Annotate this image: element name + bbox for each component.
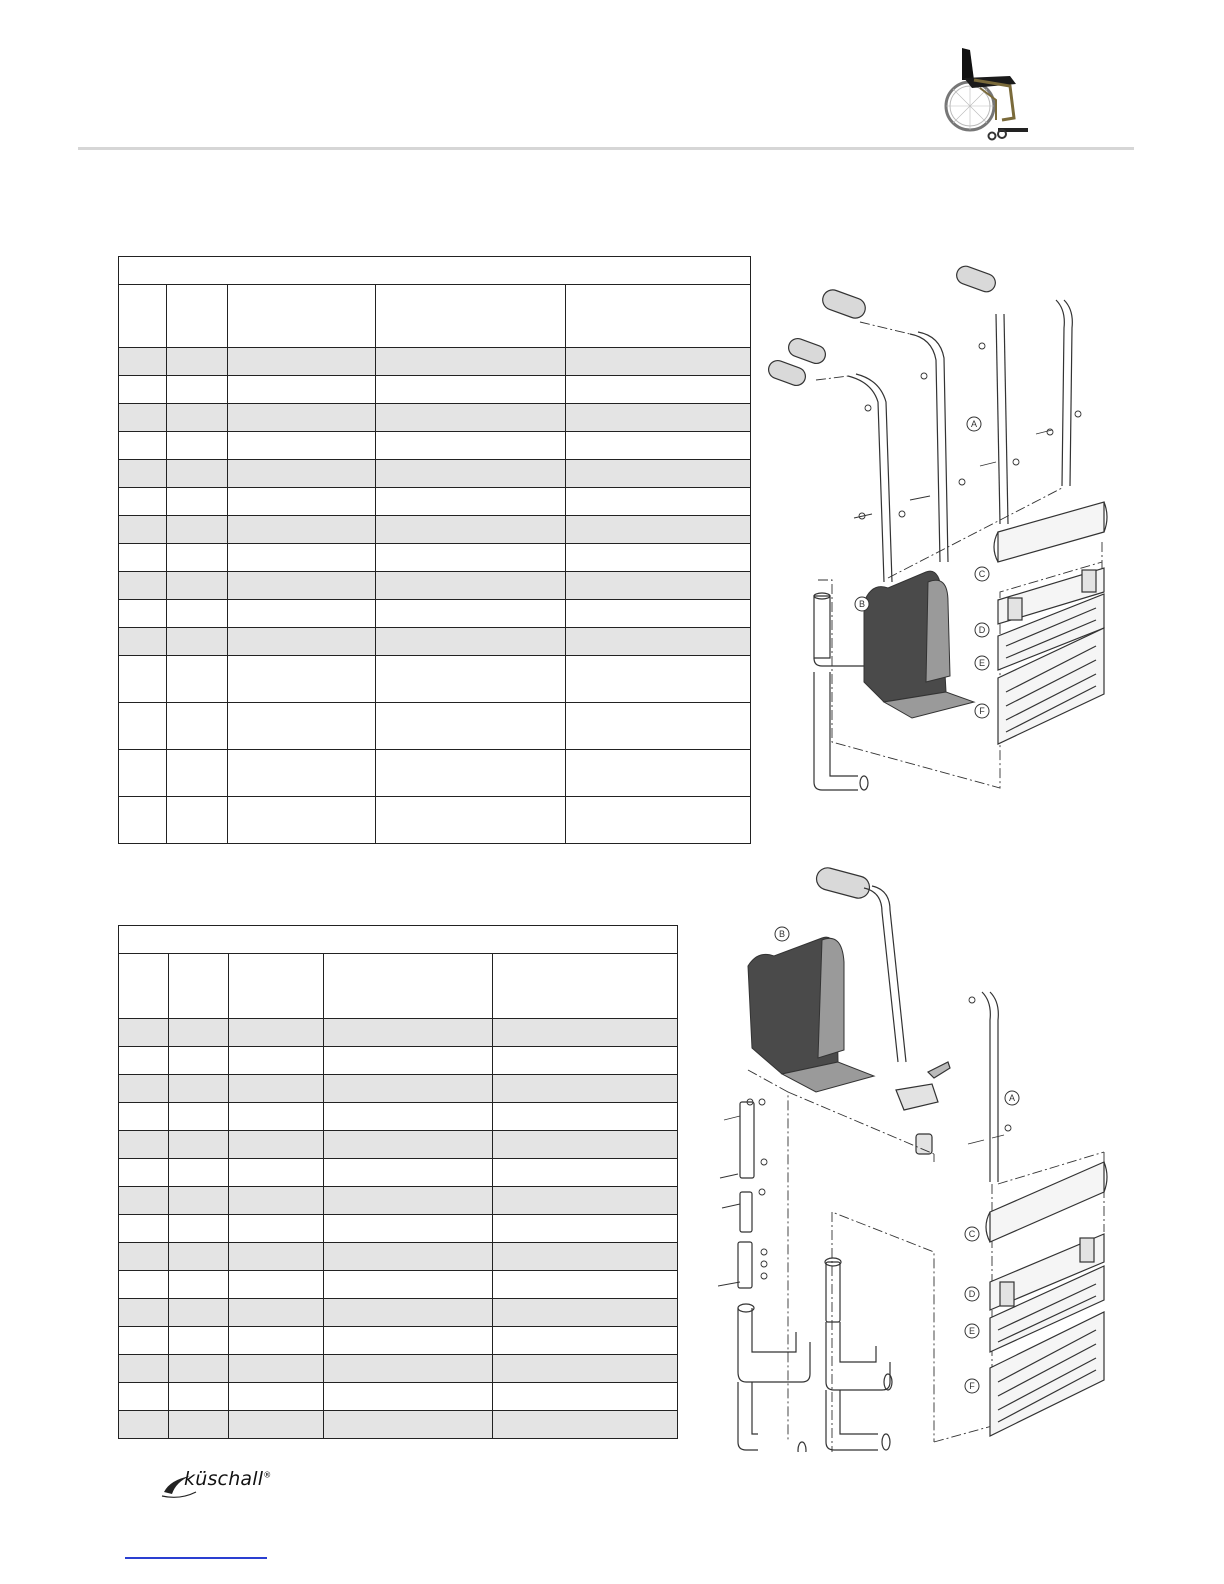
- table-cell: [324, 1383, 493, 1411]
- callout-b: [855, 597, 869, 611]
- table-cell: [566, 432, 751, 460]
- table-row: [119, 1327, 678, 1355]
- table-cell: [229, 1131, 324, 1159]
- table-cell: [376, 628, 566, 656]
- table-cell: [167, 544, 228, 572]
- callout-f: [975, 704, 989, 718]
- table-cell: [376, 797, 566, 844]
- table-cell: [566, 628, 751, 656]
- table-header-cell: [119, 954, 169, 1019]
- table-cell: [376, 432, 566, 460]
- table-row: [119, 1271, 678, 1299]
- table-cell: [167, 703, 228, 750]
- callout-b: [775, 927, 789, 941]
- table-cell: [229, 1215, 324, 1243]
- table-cell: [228, 348, 376, 376]
- table-cell: [493, 1187, 678, 1215]
- table-header-cell: [228, 285, 376, 348]
- table-cell: [167, 460, 228, 488]
- table-row: [119, 750, 751, 797]
- table-cell: [493, 1411, 678, 1439]
- table-cell: [119, 488, 167, 516]
- brand-name: küschall®: [184, 1468, 272, 1490]
- callout-a: [1005, 1091, 1019, 1105]
- table-title-row: [119, 926, 678, 954]
- table-cell: [169, 1355, 229, 1383]
- table-row: [119, 460, 751, 488]
- table-cell: [566, 544, 751, 572]
- seat-frame-left-icon: [738, 1102, 810, 1452]
- table-cell: [119, 1159, 169, 1187]
- svg-text:A: A: [1008, 1093, 1016, 1103]
- callout-f: [965, 1379, 979, 1393]
- table-cell: [119, 1299, 169, 1327]
- table-cell: [167, 432, 228, 460]
- table-cell: [167, 797, 228, 844]
- table-cell: [493, 1271, 678, 1299]
- table-cell: [229, 1187, 324, 1215]
- callout-c: [975, 567, 989, 581]
- table-cell: [119, 703, 167, 750]
- table-cell: [229, 1355, 324, 1383]
- table-cell: [119, 1215, 169, 1243]
- table-header-row: [119, 954, 678, 1019]
- table-cell: [376, 376, 566, 404]
- callout-d: [975, 623, 989, 637]
- table-cell: [169, 1215, 229, 1243]
- table-cell: [119, 376, 167, 404]
- table-row: [119, 1243, 678, 1271]
- table-header-cell: [229, 954, 324, 1019]
- table-row: [119, 516, 751, 544]
- table-cell: [228, 572, 376, 600]
- table-cell: [119, 1271, 169, 1299]
- table-cell: [119, 1019, 169, 1047]
- table-title: [119, 257, 751, 285]
- table-cell: [324, 1019, 493, 1047]
- table-cell: [169, 1411, 229, 1439]
- table-cell: [566, 600, 751, 628]
- table-cell: [229, 1327, 324, 1355]
- svg-text:C: C: [978, 569, 986, 579]
- table-cell: [169, 1383, 229, 1411]
- table-row: [119, 1383, 678, 1411]
- table-cell: [169, 1103, 229, 1131]
- table-cell: [376, 572, 566, 600]
- table-title: [119, 926, 678, 954]
- table-cell: [167, 376, 228, 404]
- table-row: [119, 572, 751, 600]
- table-cell: [119, 460, 167, 488]
- table-row: [119, 1103, 678, 1131]
- table-cell: [228, 703, 376, 750]
- table-cell: [229, 1411, 324, 1439]
- callout-c: [965, 1227, 979, 1241]
- table-cell: [169, 1299, 229, 1327]
- table-cell: [228, 376, 376, 404]
- table-cell: [169, 1327, 229, 1355]
- table-cell: [376, 750, 566, 797]
- table-cell: [566, 750, 751, 797]
- table-cell: [119, 1103, 169, 1131]
- table-cell: [324, 1187, 493, 1215]
- table-cell: [167, 656, 228, 703]
- seat-frame-icon: [814, 593, 868, 790]
- table-cell: [229, 1019, 324, 1047]
- svg-text:D: D: [978, 625, 986, 635]
- table-header-cell: [324, 954, 493, 1019]
- callout-a: [967, 417, 981, 431]
- table-cell: [324, 1299, 493, 1327]
- table-row: [119, 1159, 678, 1187]
- exploded-view-diagram-2: [718, 862, 1120, 1452]
- table-cell: [167, 572, 228, 600]
- table-cell: [167, 750, 228, 797]
- table-row: [119, 656, 751, 703]
- table-cell: [566, 703, 751, 750]
- seat-frame-right-icon: [825, 1258, 892, 1450]
- callout-d: [965, 1287, 979, 1301]
- table-cell: [228, 628, 376, 656]
- table-cell: [493, 1243, 678, 1271]
- table-row: [119, 348, 751, 376]
- wheelchair-thumbnail-image: [940, 40, 1032, 148]
- callout-e: [965, 1324, 979, 1338]
- table-cell: [228, 656, 376, 703]
- table-cell: [324, 1355, 493, 1383]
- table-cell: [229, 1383, 324, 1411]
- table-cell: [167, 516, 228, 544]
- table-cell: [493, 1159, 678, 1187]
- table-cell: [119, 1187, 169, 1215]
- table-cell: [228, 544, 376, 572]
- table-cell: [493, 1355, 678, 1383]
- table-cell: [169, 1019, 229, 1047]
- table-cell: [228, 432, 376, 460]
- table-cell: [229, 1271, 324, 1299]
- table-cell: [119, 1131, 169, 1159]
- parts-table-2: [118, 925, 678, 1439]
- table-cell: [493, 1327, 678, 1355]
- table-cell: [493, 1383, 678, 1411]
- table-cell: [228, 516, 376, 544]
- table-cell: [169, 1131, 229, 1159]
- table-row: [119, 1075, 678, 1103]
- table-row: [119, 1019, 678, 1047]
- svg-text:C: C: [968, 1229, 976, 1239]
- table-header-cell: [376, 285, 566, 348]
- table-cell: [169, 1271, 229, 1299]
- handle-clamp-icon: [896, 1062, 950, 1154]
- table-cell: [376, 703, 566, 750]
- footer-link-underline[interactable]: [125, 1557, 267, 1559]
- table-cell: [228, 750, 376, 797]
- table-cell: [324, 1131, 493, 1159]
- table-row: [119, 1215, 678, 1243]
- table-row: [119, 1187, 678, 1215]
- table-cell: [167, 488, 228, 516]
- table-row: [119, 432, 751, 460]
- table-row: [119, 1411, 678, 1439]
- table-cell: [119, 1411, 169, 1439]
- table-cell: [228, 488, 376, 516]
- parts-table-1: [118, 256, 751, 844]
- brand-logo: [160, 1466, 270, 1502]
- table-cell: [566, 516, 751, 544]
- table-cell: [566, 572, 751, 600]
- table-cell: [493, 1047, 678, 1075]
- table-cell: [169, 1187, 229, 1215]
- table-cell: [324, 1159, 493, 1187]
- table-cell: [119, 1047, 169, 1075]
- table-cell: [169, 1243, 229, 1271]
- table-cell: [566, 797, 751, 844]
- table-cell: [324, 1243, 493, 1271]
- table-cell: [493, 1131, 678, 1159]
- table-cell: [119, 1355, 169, 1383]
- table-cell: [376, 656, 566, 703]
- table-cell: [324, 1411, 493, 1439]
- table-header-cell: [119, 285, 167, 348]
- table-cell: [169, 1075, 229, 1103]
- svg-text:E: E: [978, 658, 986, 668]
- table-cell: [119, 1243, 169, 1271]
- table-cell: [228, 460, 376, 488]
- table-header-cell: [566, 285, 751, 348]
- exploded-view-diagram-1: [760, 262, 1120, 792]
- seat-upholstery-icon: [748, 937, 874, 1092]
- table-cell: [167, 600, 228, 628]
- svg-text:D: D: [968, 1289, 976, 1299]
- table-title-row: [119, 257, 751, 285]
- table-row: [119, 628, 751, 656]
- table-row: [119, 1047, 678, 1075]
- table-cell: [229, 1299, 324, 1327]
- svg-text:B: B: [778, 929, 786, 939]
- table-row: [119, 376, 751, 404]
- table-row: [119, 1131, 678, 1159]
- table-cell: [229, 1243, 324, 1271]
- table-cell: [119, 628, 167, 656]
- table-header-cell: [169, 954, 229, 1019]
- table-cell: [566, 488, 751, 516]
- table-cell: [169, 1159, 229, 1187]
- seat-upholstery-icon: [864, 571, 974, 718]
- table-cell: [376, 600, 566, 628]
- svg-text:A: A: [970, 419, 978, 429]
- table-cell: [493, 1075, 678, 1103]
- table-row: [119, 703, 751, 750]
- back-strap-c-icon: [986, 1162, 1107, 1242]
- back-strap-c-icon: [994, 502, 1107, 562]
- table-row: [119, 544, 751, 572]
- push-handle-grip-icon: [766, 264, 998, 388]
- table-cell: [228, 797, 376, 844]
- table-row: [119, 1299, 678, 1327]
- table-cell: [493, 1019, 678, 1047]
- table-cell: [376, 348, 566, 376]
- table-cell: [493, 1215, 678, 1243]
- table-header-cell: [167, 285, 228, 348]
- table-cell: [229, 1159, 324, 1187]
- table-cell: [229, 1103, 324, 1131]
- table-cell: [566, 348, 751, 376]
- table-cell: [119, 1075, 169, 1103]
- table-cell: [376, 516, 566, 544]
- table-row: [119, 1355, 678, 1383]
- svg-text:E: E: [968, 1326, 976, 1336]
- table-cell: [119, 797, 167, 844]
- table-cell: [119, 600, 167, 628]
- table-cell: [493, 1103, 678, 1131]
- table-cell: [167, 628, 228, 656]
- table-row: [119, 797, 751, 844]
- table-row: [119, 600, 751, 628]
- table-cell: [324, 1327, 493, 1355]
- table-cell: [119, 544, 167, 572]
- callout-e: [975, 656, 989, 670]
- table-row: [119, 404, 751, 432]
- table-cell: [119, 348, 167, 376]
- table-cell: [167, 404, 228, 432]
- table-cell: [324, 1271, 493, 1299]
- table-cell: [376, 404, 566, 432]
- table-cell: [119, 432, 167, 460]
- table-cell: [324, 1075, 493, 1103]
- table-cell: [119, 572, 167, 600]
- table-cell: [228, 600, 376, 628]
- svg-text:F: F: [969, 1381, 975, 1391]
- svg-text:F: F: [979, 706, 985, 716]
- table-cell: [376, 544, 566, 572]
- table-cell: [493, 1299, 678, 1327]
- table-cell: [566, 404, 751, 432]
- table-cell: [119, 1383, 169, 1411]
- table-cell: [324, 1103, 493, 1131]
- table-cell: [376, 488, 566, 516]
- table-cell: [566, 656, 751, 703]
- table-cell: [228, 404, 376, 432]
- table-cell: [324, 1215, 493, 1243]
- table-cell: [229, 1075, 324, 1103]
- table-cell: [169, 1047, 229, 1075]
- table-cell: [119, 404, 167, 432]
- table-row: [119, 488, 751, 516]
- table-cell: [119, 516, 167, 544]
- table-cell: [167, 348, 228, 376]
- table-cell: [229, 1047, 324, 1075]
- table-cell: [324, 1047, 493, 1075]
- table-header-cell: [493, 954, 678, 1019]
- table-cell: [566, 460, 751, 488]
- table-cell: [566, 376, 751, 404]
- svg-text:B: B: [858, 599, 866, 609]
- table-cell: [376, 460, 566, 488]
- table-cell: [119, 1327, 169, 1355]
- table-cell: [119, 750, 167, 797]
- table-cell: [119, 656, 167, 703]
- table-header-row: [119, 285, 751, 348]
